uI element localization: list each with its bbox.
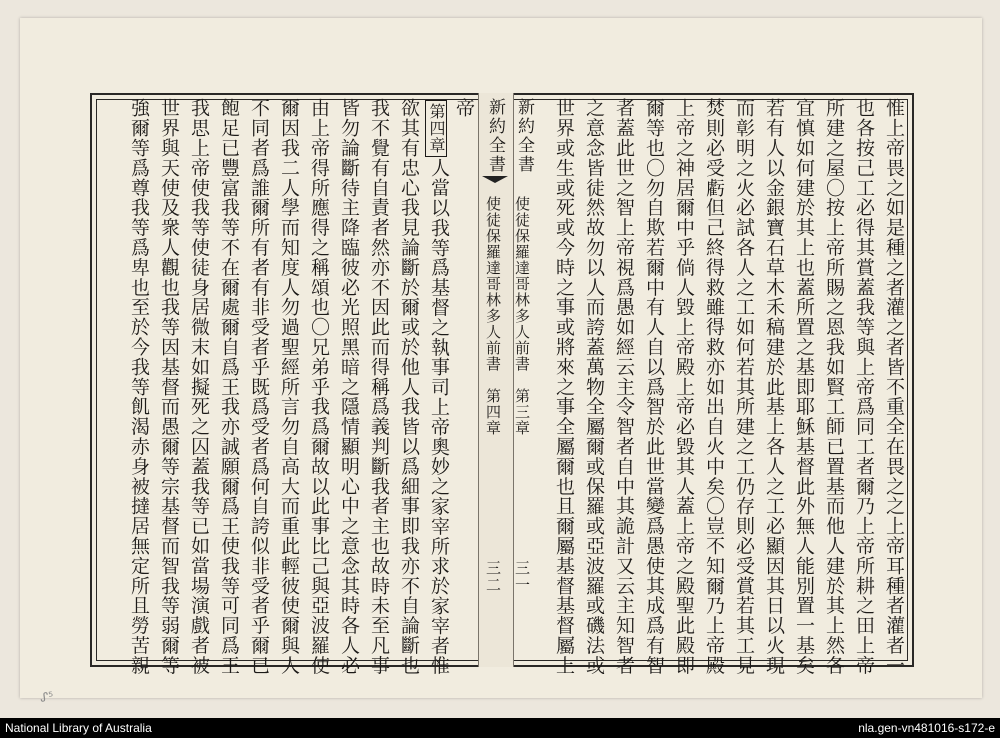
text-column: 焚則必受虧但己終得救雖得救亦如出自火中矣〇豈不知爾乃上帝殿 bbox=[703, 98, 725, 676]
fold-marker bbox=[482, 176, 508, 190]
footer-bar bbox=[0, 718, 1000, 738]
right-header-chapter: 使徒保羅達哥林多人前書 第三章 bbox=[513, 196, 531, 436]
text-column: 爾因我二人學而知度人勿過聖經所言勿自高大而重此輕彼使爾與人 bbox=[278, 98, 300, 676]
text-column: 世界或生或死或今時之事或將來之事全屬爾也且爾屬基督基督屬上 bbox=[553, 98, 575, 676]
text-column: 帝 bbox=[453, 98, 475, 118]
text-column: 不同者爲誰爾所有者有非受者乎既爲受者爲何自誇似非受者乎爾已 bbox=[248, 98, 270, 676]
text-column: 我不覺有自責者然亦不因此而得稱爲義判斷我者主也故時未至凡事 bbox=[368, 98, 390, 676]
right-header-title: 新約全書 bbox=[514, 98, 534, 174]
text-column: 所建之屋〇按上帝所賜之恩我如賢工師已置基而他人建於其上然各 bbox=[823, 98, 845, 676]
text-column: 若有人以金銀寶石草木禾稿建於此基上各人之工必顯因其日以火現 bbox=[763, 98, 785, 676]
text-column: 強爾等爲尊我等爲卑也至於今我等飢渴赤身被撻居無定所且勞苦親 bbox=[128, 98, 150, 676]
text-column: 爾等也〇勿自欺若爾中有人自以爲智於此世當變爲愚使其成爲有智 bbox=[643, 98, 665, 676]
text-column: 上帝之神居爾中乎倘人毀上帝殿上帝必毀其人蓋上帝之殿聖此殿即 bbox=[673, 98, 695, 676]
text-column: 欲其有忠心我見論斷於爾或於他人我皆以爲細事即我亦不自論斷也 bbox=[398, 98, 420, 676]
text-column: 由上帝得所應得之稱頌也〇兄弟乎我爲爾故以此事比己與亞波羅使 bbox=[308, 98, 330, 676]
text-column: 皆勿論斷待主降臨彼必光照黑暗之隱情顯明心中之意念其時各人必 bbox=[338, 98, 360, 676]
text-column: 之意念皆徒然故勿以人而誇蓋萬物全屬爾或保羅或亞波羅或磯法或 bbox=[583, 98, 605, 676]
text-column: 宜慎如何建於其上也蓋所置之基即耶穌基督此外無人能別置一基矣 bbox=[793, 98, 815, 676]
pencil-annotation: ᔑ⁵ bbox=[39, 689, 55, 705]
text-column: 而彰明之火必試各人之工如何若其所建之工仍存則必受賞若其工見 bbox=[733, 98, 755, 676]
left-header-title: 新約全書 bbox=[485, 98, 505, 174]
text-column: 也各按己工必得其賞蓋我等與上帝爲同工者爾乃上帝所耕之田上帝 bbox=[853, 98, 875, 676]
text-column: 飽足已豐富我等不在爾處爾自爲王我亦誠願爾爲王使我等可同爲王 bbox=[218, 98, 240, 676]
footer-source: National Library of Australia bbox=[5, 721, 152, 735]
footer-identifier: nla.gen-vn481016-s172-e bbox=[858, 721, 995, 735]
chapter-heading: 第四章 bbox=[425, 100, 447, 157]
right-page-number: 三一 bbox=[513, 560, 531, 594]
text-column: 世界與天使及衆人觀也我等因基督而愚爾等宗基督而智我等弱爾等 bbox=[158, 98, 180, 676]
left-page-number: 三二 bbox=[484, 560, 502, 594]
text-column: 人當以我等爲基督之執事司上帝奧妙之家宰所求於家宰者惟 bbox=[428, 158, 450, 676]
text-column: 者蓋此世之智上帝視爲愚如經云主令智者自中其詭計又云主知智者 bbox=[613, 98, 635, 676]
text-column: 惟上帝畏之如是種之者灌之者皆不重全在畏之之上帝耳種者灌者一 bbox=[883, 98, 905, 676]
text-column: 我思上帝使我等使徒身居微末如擬死之囚蓋我等已如當場演戲者被 bbox=[188, 98, 210, 676]
left-header-chapter: 使徒保羅達哥林多人前書 第四章 bbox=[484, 196, 502, 436]
